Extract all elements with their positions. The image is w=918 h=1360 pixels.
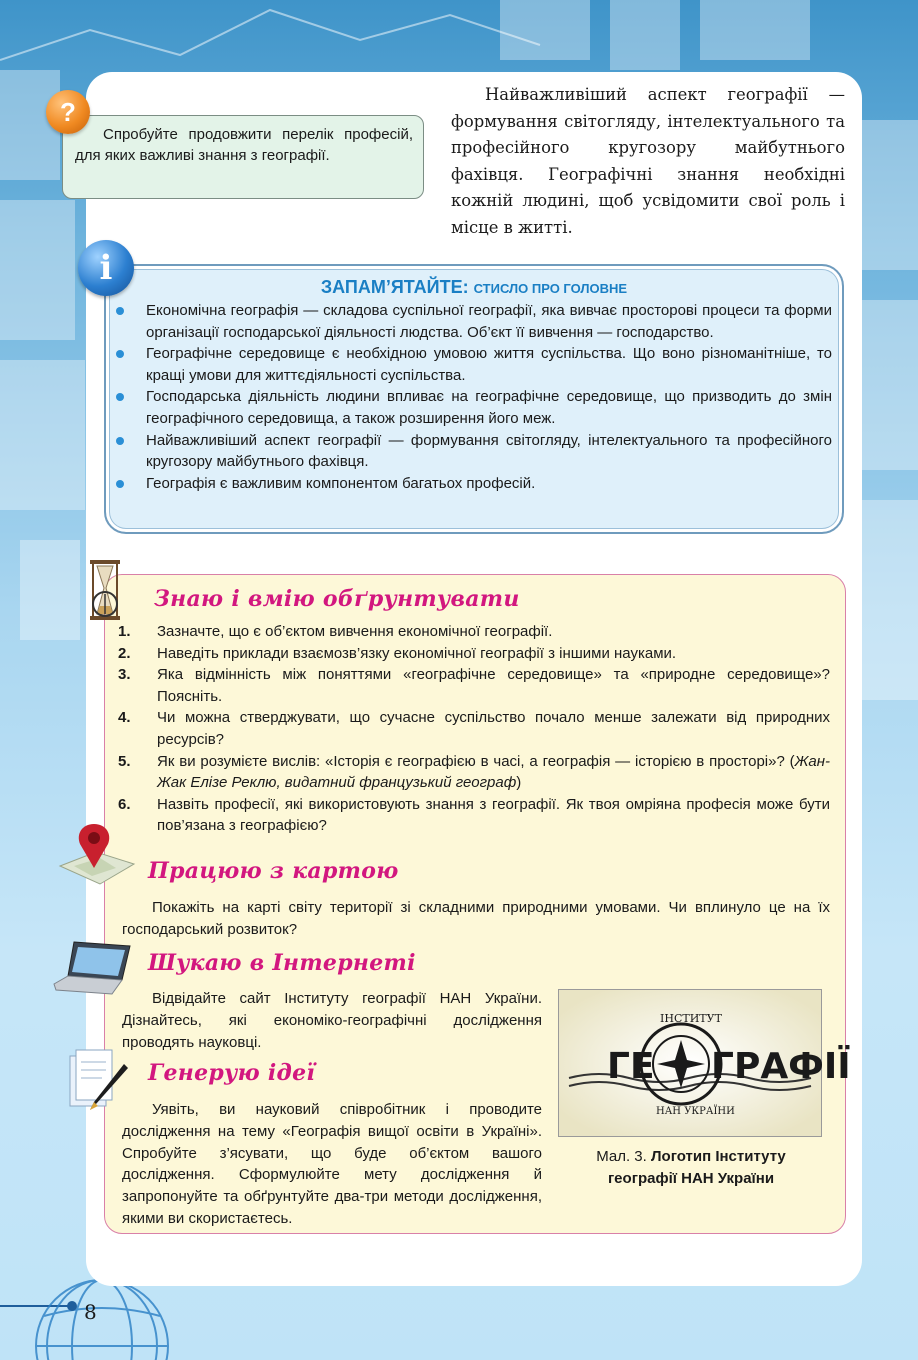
task-text: Назвіть професії, які використовують знання з географії. Як твоя омріяна професія може бути пов’язана з географією?: [157, 795, 830, 835]
page-number: 8: [84, 1300, 97, 1324]
task-number: 1.: [118, 623, 131, 640]
logo-ring-bottom-text: НАН УКРАЇНИ: [656, 1106, 735, 1117]
list-item: [112, 794, 830, 837]
figure-caption: [560, 1146, 822, 1190]
list-item: Економічна географія — складова суспільної географії, яка вивчає просторові процеси та форми організації господарської діяльності людства. Об’єкт її вивчення — господарство.: [110, 300, 832, 343]
remember-list: [110, 300, 832, 494]
figure-logo-frame: [558, 989, 851, 1137]
caption-title: Логотип Інституту географії НАН України: [607, 1148, 786, 1187]
internet-task-text: Відвідайте сайт Інституту географії НАН України. Дізнайтесь, які економіко-географічні дослідження проводять науковці.: [122, 990, 542, 1051]
remember-subtitle: СТИСЛО ПРО ГОЛОВНЕ: [473, 281, 628, 296]
list-item: Господарська діяльність людини впливає на географічне середовище, що призводить до змін географічного середовища, а також розширення його меж.: [110, 386, 832, 429]
task-number: 6.: [118, 795, 131, 813]
ideas-task-text: Уявіть, ви науковий співробітник і проводите дослідження на тему «Географія вищої освіти в Україні». Спробуйте з’ясувати, що буде об’єктом вашого дослідження. Сформулюйте мету дослідження й запропонуйте та обґрунтуйте два-три методи дослідження, якими ви скористаєтесь.: [122, 1101, 542, 1227]
task-text: Зазначте, що є об’єктом вивчення економічної географії.: [157, 623, 553, 640]
task-text: Чи можна стверджувати, що сучасне суспільство почало менше залежати від природних ресурсів?: [157, 709, 830, 748]
info-icon: i: [78, 240, 134, 296]
ideas-section-title: Генерую ідеї: [148, 1060, 316, 1086]
task-number: 5.: [118, 752, 131, 770]
map-section-title: Працюю з картою: [148, 858, 399, 884]
task-text: Наведіть приклади взаємозв’язку економічної географії з іншими науками.: [157, 644, 677, 662]
institute-logo: [559, 990, 851, 1136]
task-number: 2.: [118, 644, 131, 662]
list-item: [112, 621, 830, 643]
caption-prefix: Мал. 3.: [596, 1148, 647, 1165]
list-item: [112, 707, 830, 750]
logo-right-text: ГРАФІЇ: [711, 1046, 851, 1087]
task-number: 4.: [118, 709, 131, 727]
task-text: Яка відмінність між поняттями «географічне середовище» та «природне середовище»? Поясніть.: [157, 666, 830, 705]
task-number: 3.: [118, 666, 131, 684]
list-item: Географія є важливим компонентом багатьох професій.: [110, 473, 832, 495]
list-item: Найважливіший аспект географії — формування світогляду, інтелектуального та професійного кругозору майбутнього фахівця.: [110, 430, 832, 473]
quote-author: Жан-Жак Елізе Реклю, видатний французький географ: [157, 752, 830, 792]
question-text: Спробуйте продовжити перелік професій, для яких важливі знання з географії.: [75, 126, 413, 164]
intro-paragraph: Найважливіший аспект географії — формування світогляду, інтелектуального та професійного кругозору майбутнього фахівця. Географічні знання необхідні кожній людині, щоб усвідомити свої роль і місце в житті.: [451, 85, 845, 237]
logo-left-text: ГЕ: [607, 1046, 655, 1087]
task-text: Як ви розумієте вислів: «Історія є географією в часі, а географія — історією в просторі»? (: [157, 752, 795, 770]
internet-section-title: Шукаю в Інтернеті: [148, 950, 416, 976]
tasks-list: [112, 621, 830, 837]
list-item: [112, 751, 830, 794]
question-box: [62, 115, 424, 199]
map-task-text: Покажіть на карті світу території зі складними природними умовами. Чи вплинуло це на їх господарський розвиток?: [122, 899, 830, 938]
task-text-tail: ): [516, 774, 522, 792]
hourglass-compass-icon: [84, 558, 126, 624]
logo-ring-top-text: ІНСТИТУТ: [660, 1012, 722, 1025]
remember-title-main: ЗАПАМ’ЯТАЙТЕ:: [320, 277, 469, 297]
remember-title: [104, 277, 844, 298]
list-item: [112, 664, 830, 707]
list-item: Географічне середовище є необхідною умовою життя суспільства. Що воно різноманітніше, то кращі умови для життєдіяльності суспільства.: [110, 343, 832, 386]
know-section-title: Знаю і вмію обґрунтувати: [154, 586, 520, 612]
map-pin-icon: [56, 822, 138, 886]
list-item: [112, 643, 830, 665]
question-icon: ?: [46, 90, 90, 134]
